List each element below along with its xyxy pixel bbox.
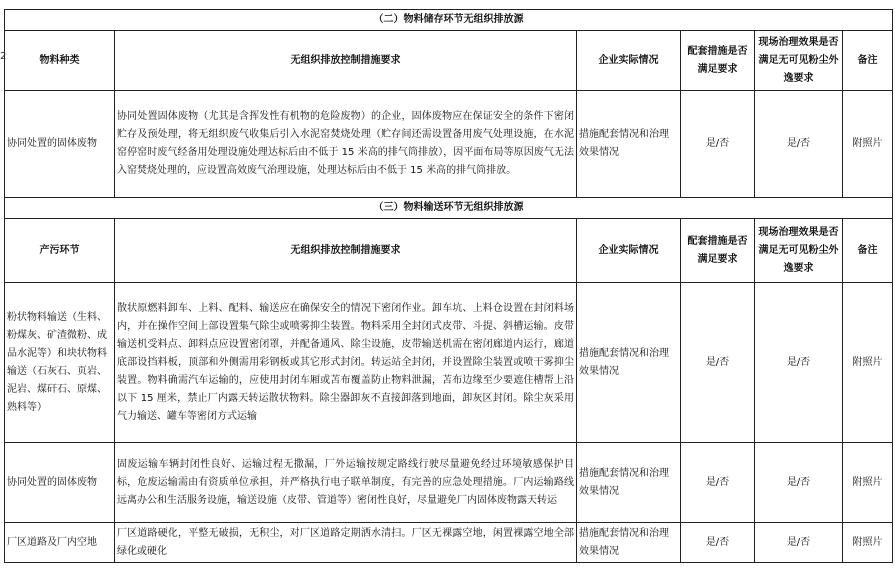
col-header-note: 备注: [843, 219, 893, 283]
row-requirement: 厂区道路硬化，平整无破损，无积尘，对厂区道路定期洒水清扫。厂区无裸露空地，闲置裸露空地全部绿化或硬化: [115, 523, 577, 563]
table-row: [5, 523, 893, 563]
col-header-stage: 产污环节: [5, 219, 115, 283]
row-category: 协同处置的固体废物: [5, 443, 115, 523]
row-measure-ok: 是/否: [681, 523, 755, 563]
row-note: 附照片: [843, 283, 893, 443]
header-row: [5, 219, 893, 283]
section-title-row: [5, 198, 893, 219]
row-actual: 措施配套情况和治理效果情况: [577, 523, 681, 563]
row-effect-ok: 是/否: [755, 523, 843, 563]
page-edge-mark: 2: [0, 51, 7, 62]
row-note: 附照片: [843, 91, 893, 198]
row-category: 厂区道路及厂内空地: [5, 523, 115, 563]
col-header-measure-ok: 配套措施是否满足要求: [681, 219, 755, 283]
row-category: 协同处置的固体废物: [5, 91, 115, 198]
row-note: 附照片: [843, 443, 893, 523]
row-requirement: 固废运输车辆封闭性良好、运输过程无撒漏，厂外运输按规定路线行驶尽量避免经过环境敏感保护目标，危废运输需由有资质单位承担，并严格执行电子联单制度，有完善的应急处理措施。厂内运输路线远离办公和生活服务设施，输送设施（皮带、管道等）密闭性良好，尽量避免厂内固体废物露天转运: [115, 443, 577, 523]
row-requirement: 协同处置固体废物（尤其是含挥发性有机物的危险废物）的企业，固体废物应在保证安全的条件下密闭贮存及预处理，将无组织废气收集后引入水泥窑焚烧处理（贮存间还需设置备用废气处理设施，在水泥窑停窑时废气经备用处理设施处理达标后由不低于 15 米高的排气筒排放），因平面布局等原因废气无法入窑焚烧处理的，应设置高效废气治理设施，处理达标后由不低于 15 米高的排气筒排放。: [115, 91, 577, 198]
col-header-actual: 企业实际情况: [577, 31, 681, 91]
table-row: [5, 443, 893, 523]
table-row: [5, 91, 893, 198]
emission-checklist-table: [4, 9, 893, 563]
row-category: 粉状物料输送（生料、粉煤灰、矿渣微粉、成品水泥等）和块状物料输送（石灰石、页岩、泥岩、煤矸石、原煤、熟料等）: [5, 283, 115, 443]
header-row: [5, 31, 893, 91]
row-actual: 措施配套情况和治理效果情况: [577, 91, 681, 198]
section-title-row: [5, 10, 893, 31]
col-header-actual: 企业实际情况: [577, 219, 681, 283]
section-title: （三）物料输送环节无组织排放源: [5, 198, 893, 219]
col-header-requirement: 无组织排放控制措施要求: [115, 219, 577, 283]
row-effect-ok: 是/否: [755, 443, 843, 523]
col-header-note: 备注: [843, 31, 893, 91]
row-measure-ok: 是/否: [681, 443, 755, 523]
col-header-effect-ok: 现场治理效果是否满足无可见粉尘外逸要求: [755, 31, 843, 91]
col-header-effect-ok: 现场治理效果是否满足无可见粉尘外逸要求: [755, 219, 843, 283]
row-measure-ok: 是/否: [681, 283, 755, 443]
row-requirement: 散状原燃料卸车、上料、配料、输送应在确保安全的情况下密闭作业。卸车坑、上料仓设置在封闭料场内，并在操作空间上部设置集气除尘或喷雾抑尘装置。物料采用全封闭式皮带、斗提、斜槽运输。皮带输送机受料点、卸料点应设置密闭罩，并配备通风、除尘设施，皮带输送机需在密闭廊道内运行，廊道底部设挡料板，顶部和外侧需用彩钢板或其它形式封闭。转运站全封闭，并设置除尘装置或喷干雾抑尘装置。物料确需汽车运输的，应使用封闭车厢或苫布覆盖防止物料泄漏，苫布边缘至少要遮住槽帮上沿以下 15 厘米，禁止厂内露天转运散状物料。除尘器卸灰不直接卸落到地面，卸灰区封闭。除尘灰采用气力输送、罐车等密闭方式运输: [115, 283, 577, 443]
row-actual: 措施配套情况和治理效果情况: [577, 443, 681, 523]
section-title: （二）物料储存环节无组织排放源: [5, 10, 893, 31]
table-row: [5, 283, 893, 443]
row-effect-ok: 是/否: [755, 91, 843, 198]
col-header-measure-ok: 配套措施是否满足要求: [681, 31, 755, 91]
row-measure-ok: 是/否: [681, 91, 755, 198]
col-header-material: 物料种类: [5, 31, 115, 91]
row-note: 附照片: [843, 523, 893, 563]
col-header-requirement: 无组织排放控制措施要求: [115, 31, 577, 91]
row-actual: 措施配套情况和治理效果情况: [577, 283, 681, 443]
row-effect-ok: 是/否: [755, 283, 843, 443]
